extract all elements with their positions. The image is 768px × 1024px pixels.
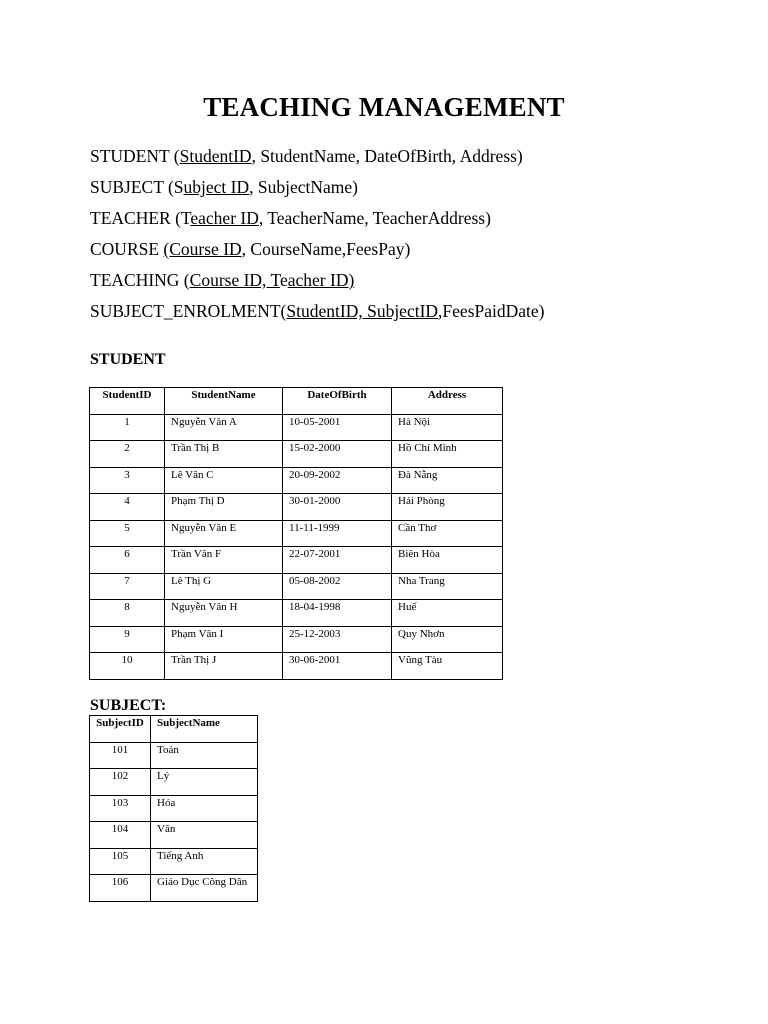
table-cell: 102 — [90, 769, 151, 796]
table-row — [90, 467, 503, 494]
table-cell: 6 — [90, 547, 165, 574]
table-cell: 106 — [90, 875, 151, 902]
table-cell: Hải Phòng — [392, 494, 503, 521]
table-cell: 11-11-1999 — [283, 520, 392, 547]
table-cell: Nguyễn Văn A — [165, 414, 283, 441]
table-cell: Cần Thơ — [392, 520, 503, 547]
table-cell: 10 — [90, 653, 165, 680]
table-row — [90, 822, 258, 849]
schema-enrolment: SUBJECT_ENROLMENT(StudentID, SubjectID,FeesPaidDate) — [90, 301, 545, 321]
table-row — [90, 520, 503, 547]
table-cell: Lê Thị G — [165, 573, 283, 600]
table-cell: 5 — [90, 520, 165, 547]
table-cell: Trần Thị B — [165, 441, 283, 468]
table-row — [90, 547, 503, 574]
table-cell: 1 — [90, 414, 165, 441]
column-header: DateOfBirth — [283, 388, 392, 415]
table-cell: 18-04-1998 — [283, 600, 392, 627]
table-cell: Hóa — [151, 795, 258, 822]
table-row — [90, 742, 258, 769]
table-cell: Tiếng Anh — [151, 848, 258, 875]
schema-teacher: TEACHER (Teacher ID, TeacherName, TeacherAddress) — [90, 208, 491, 228]
table-row — [90, 573, 503, 600]
table-row — [90, 600, 503, 627]
column-header: StudentID — [90, 388, 165, 415]
schema-student: STUDENT (StudentID, StudentName, DateOfBirth, Address) — [90, 146, 523, 166]
table-cell: Hà Nội — [392, 414, 503, 441]
table-cell: Nguyễn Văn E — [165, 520, 283, 547]
table-row — [90, 441, 503, 468]
table-cell: 8 — [90, 600, 165, 627]
table-cell: Phạm Thị D — [165, 494, 283, 521]
student-table — [89, 387, 503, 680]
table-cell: 20-09-2002 — [283, 467, 392, 494]
table-cell: 05-08-2002 — [283, 573, 392, 600]
student-table-body — [90, 414, 503, 679]
column-header: SubjectID — [90, 716, 151, 743]
table-cell: 9 — [90, 626, 165, 653]
table-cell: Lý — [151, 769, 258, 796]
table-cell: 22-07-2001 — [283, 547, 392, 574]
table-cell: Huế — [392, 600, 503, 627]
table-cell: 10-05-2001 — [283, 414, 392, 441]
table-cell: Trần Thị J — [165, 653, 283, 680]
schema-list — [90, 144, 544, 330]
table-header-row — [90, 388, 503, 415]
table-cell: 30-01-2000 — [283, 494, 392, 521]
table-cell: Giáo Dục Công Dân — [151, 875, 258, 902]
table-cell: Lê Văn C — [165, 467, 283, 494]
student-section-heading: STUDENT — [90, 351, 166, 368]
column-header: Address — [392, 388, 503, 415]
column-header: SubjectName — [151, 716, 258, 743]
table-cell: Biên Hòa — [392, 547, 503, 574]
subject-table — [89, 715, 258, 902]
table-cell: 4 — [90, 494, 165, 521]
table-cell: Nguyễn Văn H — [165, 600, 283, 627]
table-cell: 7 — [90, 573, 165, 600]
subject-section-heading: SUBJECT: — [90, 697, 167, 714]
table-cell: 30-06-2001 — [283, 653, 392, 680]
table-row — [90, 626, 503, 653]
table-cell: Phạm Văn I — [165, 626, 283, 653]
schema-course: COURSE (Course ID, CourseName,FeesPay) — [90, 239, 411, 259]
table-row — [90, 769, 258, 796]
table-row — [90, 875, 258, 902]
table-cell: 3 — [90, 467, 165, 494]
table-cell: 2 — [90, 441, 165, 468]
table-cell: 25-12-2003 — [283, 626, 392, 653]
table-row — [90, 795, 258, 822]
table-cell: 104 — [90, 822, 151, 849]
subject-table-body — [90, 742, 258, 901]
table-cell: 15-02-2000 — [283, 441, 392, 468]
table-row — [90, 414, 503, 441]
schema-subject: SUBJECT (Subject ID, SubjectName) — [90, 177, 358, 197]
table-cell: 101 — [90, 742, 151, 769]
page-title: TEACHING MANAGEMENT — [203, 92, 565, 122]
table-cell: Văn — [151, 822, 258, 849]
schema-teaching: TEACHING (Course ID, Teacher ID) — [90, 270, 355, 290]
table-row — [90, 653, 503, 680]
table-cell: Trần Văn F — [165, 547, 283, 574]
table-cell: Quy Nhơn — [392, 626, 503, 653]
table-row — [90, 848, 258, 875]
table-cell: Toán — [151, 742, 258, 769]
table-cell: Vũng Tàu — [392, 653, 503, 680]
table-cell: 103 — [90, 795, 151, 822]
table-cell: 105 — [90, 848, 151, 875]
column-header: StudentName — [165, 388, 283, 415]
table-header-row — [90, 716, 258, 743]
table-row — [90, 494, 503, 521]
table-cell: Nha Trang — [392, 573, 503, 600]
table-cell: Đà Nẵng — [392, 467, 503, 494]
table-cell: Hồ Chí Minh — [392, 441, 503, 468]
